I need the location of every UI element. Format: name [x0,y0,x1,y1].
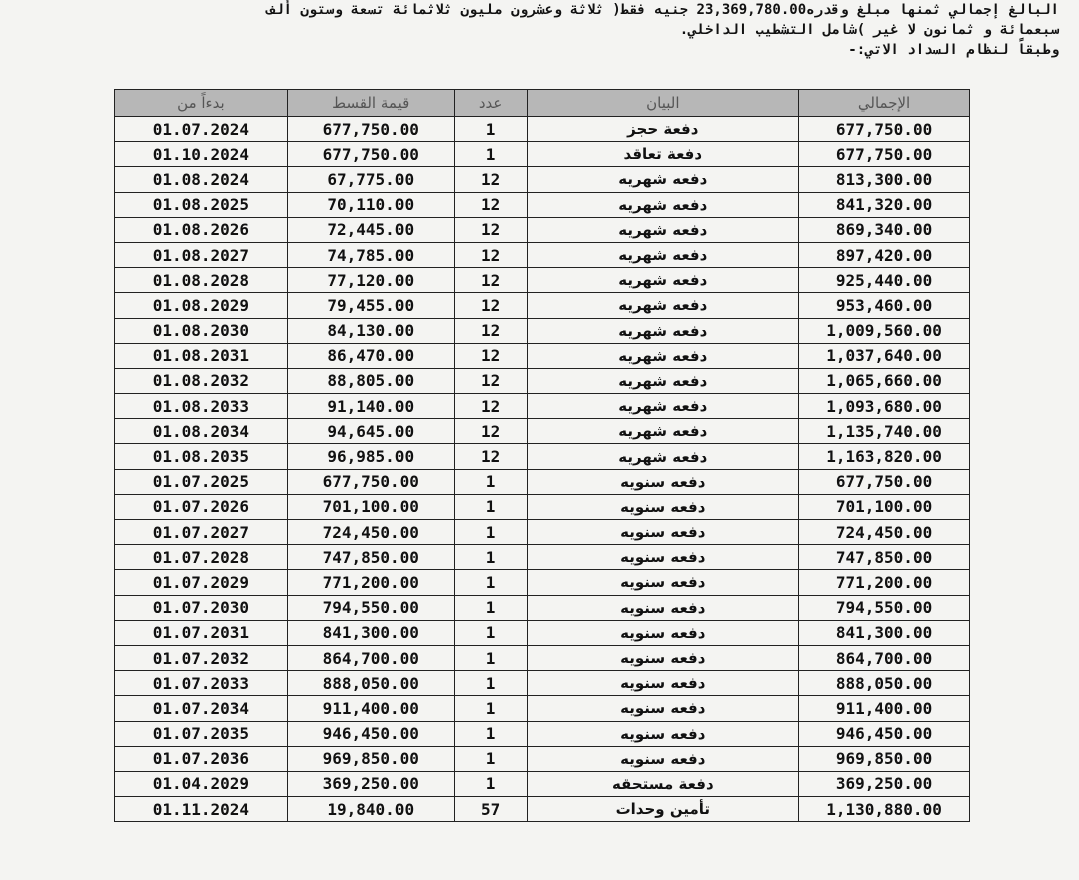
table-row [115,192,970,217]
cell-description: دفعه سنويه [527,620,799,645]
cell-installment: 771,200.00 [287,570,454,595]
cell-description: دفعه سنويه [527,520,799,545]
table-row [115,570,970,595]
table-row [115,419,970,444]
cell-total: 1,065,660.00 [799,368,970,393]
cell-installment: 946,450.00 [287,721,454,746]
cell-installment: 19,840.00 [287,797,454,822]
cell-count: 1 [454,746,527,771]
header-description: البيان [527,90,799,117]
cell-description: دفعه شهريه [527,217,799,242]
cell-description: دفعه شهريه [527,368,799,393]
cell-count: 12 [454,293,527,318]
cell-count: 1 [454,771,527,796]
cell-installment: 70,110.00 [287,192,454,217]
cell-start: 01.07.2027 [115,520,288,545]
table-row [115,444,970,469]
cell-total: 701,100.00 [799,494,970,519]
cell-installment: 91,140.00 [287,394,454,419]
cell-installment: 86,470.00 [287,343,454,368]
table-row [115,595,970,620]
cell-count: 12 [454,444,527,469]
cell-total: 897,420.00 [799,242,970,267]
cell-count: 12 [454,343,527,368]
cell-start: 01.07.2032 [115,645,288,670]
cell-count: 1 [454,494,527,519]
intro-text [40,0,1059,60]
cell-start: 01.07.2035 [115,721,288,746]
cell-total: 724,450.00 [799,520,970,545]
cell-total: 841,300.00 [799,620,970,645]
cell-total: 369,250.00 [799,771,970,796]
table-row [115,696,970,721]
cell-installment: 747,850.00 [287,545,454,570]
table-body [115,117,970,822]
cell-total: 1,009,560.00 [799,318,970,343]
cell-count: 12 [454,192,527,217]
cell-description: دفعه سنويه [527,595,799,620]
table-row [115,721,970,746]
cell-start: 01.07.2030 [115,595,288,620]
cell-start: 01.07.2028 [115,545,288,570]
table-row [115,671,970,696]
cell-count: 57 [454,797,527,822]
table-row [115,167,970,192]
cell-installment: 911,400.00 [287,696,454,721]
table-row [115,746,970,771]
table-row [115,645,970,670]
cell-total: 869,340.00 [799,217,970,242]
cell-installment: 864,700.00 [287,645,454,670]
cell-start: 01.10.2024 [115,142,288,167]
cell-start: 01.08.2024 [115,167,288,192]
cell-start: 01.08.2028 [115,268,288,293]
cell-count: 12 [454,318,527,343]
cell-count: 12 [454,217,527,242]
header-start: بدءاً من [115,90,288,117]
cell-count: 1 [454,570,527,595]
cell-count: 12 [454,268,527,293]
cell-start: 01.07.2026 [115,494,288,519]
cell-count: 1 [454,721,527,746]
cell-total: 813,300.00 [799,167,970,192]
cell-description: دفعه سنويه [527,494,799,519]
cell-description: دفعه شهريه [527,394,799,419]
table-row [115,620,970,645]
table-row [115,242,970,267]
cell-total: 677,750.00 [799,469,970,494]
cell-description: دفعه سنويه [527,545,799,570]
cell-total: 771,200.00 [799,570,970,595]
cell-start: 01.07.2025 [115,469,288,494]
cell-count: 1 [454,142,527,167]
cell-total: 841,320.00 [799,192,970,217]
cell-total: 794,550.00 [799,595,970,620]
cell-count: 1 [454,671,527,696]
header-total: الإجمالي [799,90,970,117]
cell-description: دفعه شهريه [527,343,799,368]
cell-count: 1 [454,545,527,570]
table-row [115,469,970,494]
cell-total: 911,400.00 [799,696,970,721]
cell-count: 1 [454,469,527,494]
intro-line-2: سبعمائة و ثمانون لا غير )شامل التشطيب الداخلي. [679,22,1059,38]
cell-installment: 888,050.00 [287,671,454,696]
cell-start: 01.04.2029 [115,771,288,796]
table-row [115,545,970,570]
cell-total: 1,130,880.00 [799,797,970,822]
cell-start: 01.08.2035 [115,444,288,469]
header-installment: قيمة القسط [287,90,454,117]
cell-total: 953,460.00 [799,293,970,318]
cell-count: 1 [454,595,527,620]
table-row [115,520,970,545]
table-row [115,797,970,822]
cell-start: 01.08.2034 [115,419,288,444]
cell-installment: 94,645.00 [287,419,454,444]
cell-installment: 96,985.00 [287,444,454,469]
cell-total: 864,700.00 [799,645,970,670]
cell-installment: 841,300.00 [287,620,454,645]
cell-installment: 794,550.00 [287,595,454,620]
cell-description: دفعه سنويه [527,721,799,746]
cell-count: 12 [454,167,527,192]
cell-start: 01.07.2024 [115,117,288,142]
cell-installment: 88,805.00 [287,368,454,393]
table-row [115,293,970,318]
intro-line-3: وطبقاً لنظام السداد الاتي:- [848,42,1059,58]
cell-count: 12 [454,242,527,267]
table-row [115,368,970,393]
cell-installment: 67,775.00 [287,167,454,192]
cell-start: 01.07.2029 [115,570,288,595]
cell-total: 1,163,820.00 [799,444,970,469]
cell-start: 01.08.2027 [115,242,288,267]
cell-total: 677,750.00 [799,142,970,167]
cell-description: دفعه سنويه [527,746,799,771]
table-row [115,318,970,343]
cell-start: 01.11.2024 [115,797,288,822]
cell-installment: 369,250.00 [287,771,454,796]
cell-description: دفعه شهريه [527,192,799,217]
cell-total: 747,850.00 [799,545,970,570]
cell-start: 01.08.2031 [115,343,288,368]
cell-description: دفعه شهريه [527,242,799,267]
cell-description: دفعه شهريه [527,318,799,343]
cell-count: 1 [454,696,527,721]
cell-total: 946,450.00 [799,721,970,746]
cell-count: 12 [454,394,527,419]
cell-description: دفعه سنويه [527,645,799,670]
cell-installment: 677,750.00 [287,469,454,494]
cell-description: دفعة مستحقه [527,771,799,796]
cell-description: دفعه شهريه [527,268,799,293]
cell-installment: 677,750.00 [287,142,454,167]
cell-start: 01.08.2026 [115,217,288,242]
table-row [115,771,970,796]
cell-count: 1 [454,117,527,142]
cell-total: 1,093,680.00 [799,394,970,419]
cell-count: 12 [454,368,527,393]
cell-description: دفعه شهريه [527,444,799,469]
cell-total: 969,850.00 [799,746,970,771]
cell-start: 01.07.2033 [115,671,288,696]
table-row [115,394,970,419]
cell-start: 01.07.2031 [115,620,288,645]
payment-schedule-table [114,89,970,822]
cell-start: 01.07.2036 [115,746,288,771]
cell-description: دفعه شهريه [527,419,799,444]
cell-installment: 77,120.00 [287,268,454,293]
cell-start: 01.07.2034 [115,696,288,721]
cell-start: 01.08.2025 [115,192,288,217]
cell-count: 1 [454,620,527,645]
cell-total: 925,440.00 [799,268,970,293]
cell-description: تأمين وحدات [527,797,799,822]
cell-installment: 724,450.00 [287,520,454,545]
cell-total: 888,050.00 [799,671,970,696]
intro-line-1: البالغ إجمالي ثمنها مبلغ وقدره23,369,780.00 جنيه فقط( ثلاثة وعشرون مليون ثلاثمائة تسعة وستون ألف [266,2,1059,18]
cell-description: دفعه سنويه [527,696,799,721]
cell-start: 01.08.2032 [115,368,288,393]
cell-start: 01.08.2029 [115,293,288,318]
table-row [115,142,970,167]
table-row [115,494,970,519]
cell-description: دفعه سنويه [527,570,799,595]
cell-installment: 79,455.00 [287,293,454,318]
cell-start: 01.08.2030 [115,318,288,343]
cell-description: دفعة حجز [527,117,799,142]
cell-description: دفعه شهريه [527,167,799,192]
cell-total: 1,135,740.00 [799,419,970,444]
cell-count: 12 [454,419,527,444]
cell-installment: 701,100.00 [287,494,454,519]
cell-count: 1 [454,520,527,545]
table-header-row [115,90,970,117]
cell-installment: 74,785.00 [287,242,454,267]
cell-description: دفعه سنويه [527,469,799,494]
header-count: عدد [454,90,527,117]
table-row [115,217,970,242]
cell-installment: 677,750.00 [287,117,454,142]
cell-installment: 969,850.00 [287,746,454,771]
cell-description: دفعه شهريه [527,293,799,318]
table-row [115,343,970,368]
cell-description: دفعة تعاقد [527,142,799,167]
table-row [115,117,970,142]
cell-installment: 84,130.00 [287,318,454,343]
cell-count: 1 [454,645,527,670]
cell-total: 1,037,640.00 [799,343,970,368]
cell-description: دفعه سنويه [527,671,799,696]
cell-total: 677,750.00 [799,117,970,142]
cell-start: 01.08.2033 [115,394,288,419]
cell-installment: 72,445.00 [287,217,454,242]
table-row [115,268,970,293]
